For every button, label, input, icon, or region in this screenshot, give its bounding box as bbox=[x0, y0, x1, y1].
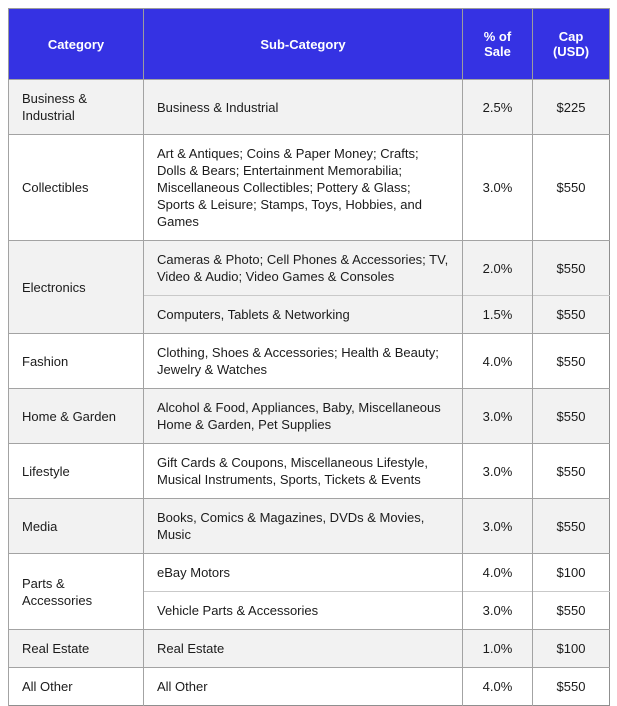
subcategory-cell: Art & Antiques; Coins & Paper Money; Crafts; Dolls & Bears; Entertainment Memorabilia; Miscellaneous Collectibles; Pottery & Glass; Sports & Leisure; Stamps, Toys, Hobbies, and Games bbox=[144, 135, 463, 241]
col-header-pct-of-sale: % of Sale bbox=[463, 9, 533, 80]
category-cell: Home & Garden bbox=[9, 389, 144, 444]
pct-cell: 3.0% bbox=[463, 444, 533, 499]
cap-cell: $550 bbox=[533, 334, 610, 389]
table-row bbox=[9, 389, 610, 444]
subcategory-cell: Gift Cards & Coupons, Miscellaneous Lifestyle, Musical Instruments, Sports, Tickets & Events bbox=[144, 444, 463, 499]
category-cell: Media bbox=[9, 499, 144, 554]
cap-cell: $550 bbox=[533, 592, 610, 630]
category-cell: Parts & Accessories bbox=[9, 554, 144, 630]
category-cell: All Other bbox=[9, 668, 144, 706]
pct-cell: 1.5% bbox=[463, 296, 533, 334]
col-header-subcategory: Sub-Category bbox=[144, 9, 463, 80]
cap-cell: $550 bbox=[533, 499, 610, 554]
subcategory-cell: Alcohol & Food, Appliances, Baby, Miscellaneous Home & Garden, Pet Supplies bbox=[144, 389, 463, 444]
subcategory-cell: Books, Comics & Magazines, DVDs & Movies, Music bbox=[144, 499, 463, 554]
pct-cell: 3.0% bbox=[463, 389, 533, 444]
table-row bbox=[9, 630, 610, 668]
fee-table bbox=[8, 8, 610, 706]
cap-cell: $225 bbox=[533, 80, 610, 135]
col-header-cap-usd: Cap (USD) bbox=[533, 9, 610, 80]
table-row bbox=[9, 80, 610, 135]
table-row bbox=[9, 444, 610, 499]
pct-cell: 4.0% bbox=[463, 668, 533, 706]
col-header-category: Category bbox=[9, 9, 144, 80]
pct-cell: 2.5% bbox=[463, 80, 533, 135]
subcategory-cell: Computers, Tablets & Networking bbox=[144, 296, 463, 334]
category-cell: Lifestyle bbox=[9, 444, 144, 499]
cap-cell: $550 bbox=[533, 241, 610, 296]
pct-cell: 3.0% bbox=[463, 592, 533, 630]
header-row bbox=[9, 9, 610, 80]
subcategory-cell: eBay Motors bbox=[144, 554, 463, 592]
subcategory-cell: Clothing, Shoes & Accessories; Health & Beauty; Jewelry & Watches bbox=[144, 334, 463, 389]
pct-cell: 4.0% bbox=[463, 334, 533, 389]
table-row bbox=[9, 499, 610, 554]
category-cell: Electronics bbox=[9, 241, 144, 334]
table-row bbox=[9, 668, 610, 706]
subcategory-cell: Business & Industrial bbox=[144, 80, 463, 135]
pct-cell: 2.0% bbox=[463, 241, 533, 296]
table-row bbox=[9, 554, 610, 592]
category-cell: Real Estate bbox=[9, 630, 144, 668]
pct-cell: 3.0% bbox=[463, 135, 533, 241]
subcategory-cell: Cameras & Photo; Cell Phones & Accessories; TV, Video & Audio; Video Games & Consoles bbox=[144, 241, 463, 296]
cap-cell: $550 bbox=[533, 444, 610, 499]
cap-cell: $100 bbox=[533, 554, 610, 592]
table-row bbox=[9, 135, 610, 241]
subcategory-cell: Vehicle Parts & Accessories bbox=[144, 592, 463, 630]
table-row bbox=[9, 334, 610, 389]
category-cell: Business & Industrial bbox=[9, 80, 144, 135]
cap-cell: $550 bbox=[533, 389, 610, 444]
subcategory-cell: All Other bbox=[144, 668, 463, 706]
subcategory-cell: Real Estate bbox=[144, 630, 463, 668]
category-cell: Collectibles bbox=[9, 135, 144, 241]
category-cell: Fashion bbox=[9, 334, 144, 389]
table-row bbox=[9, 241, 610, 296]
cap-cell: $550 bbox=[533, 668, 610, 706]
pct-cell: 4.0% bbox=[463, 554, 533, 592]
pct-cell: 1.0% bbox=[463, 630, 533, 668]
table-header bbox=[9, 9, 610, 80]
cap-cell: $550 bbox=[533, 135, 610, 241]
cap-cell: $550 bbox=[533, 296, 610, 334]
cap-cell: $100 bbox=[533, 630, 610, 668]
pct-cell: 3.0% bbox=[463, 499, 533, 554]
